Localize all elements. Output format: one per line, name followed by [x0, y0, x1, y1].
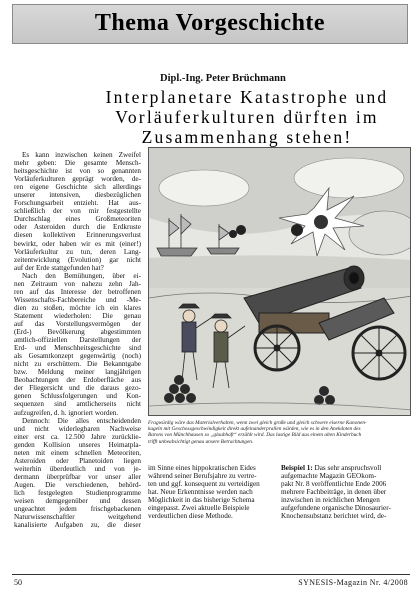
text-line: bzw. Meldung meiner langjährigen: [14, 368, 141, 377]
text-line: weiterhin überdeutlich und von je-: [14, 464, 141, 473]
text-line: heitsgeschichte ist von so genannten: [14, 167, 141, 176]
text-line: Beobachtungen der Erdoberfläche aus: [14, 376, 141, 385]
section-header: [12, 4, 408, 44]
text-line: Naturwissenschaftler weitgehend: [14, 513, 141, 522]
illustration-caption: [148, 420, 412, 445]
text-line: Dennoch: Die alles entscheidenden: [22, 416, 141, 425]
text-line: Durchschlag eines Großmeteoriten: [14, 215, 141, 224]
caption-line: kugeln mit Geschossgeschwindigkeit direkt aufeinanderprallen würden, wie es in den Anekdoten des: [148, 426, 361, 433]
text-line: [281, 464, 411, 472]
text-line: Nach den Bemühungen, über ei-: [22, 271, 141, 280]
text-line: eingepasst. Zwei aktuelle Beispiele: [148, 504, 250, 513]
example-label: Beispiel 1:: [281, 464, 313, 472]
text-line: Wissenschafts-Fachbereiche und -Me-: [14, 295, 141, 304]
text-line: ungeachtet jedem frischgebackenen: [14, 505, 141, 514]
text-line: mehr geben: Die gesamte Mensch-: [14, 159, 141, 168]
text-line: genden Kollision unseres Heimatpla-: [14, 440, 141, 449]
text-line: Möglichkeit in das bisherige Schema: [148, 496, 255, 505]
caption-line: Barons von Münchhausen so „glaubhaft“ erzählt wird. Das lustige Bild aus einem alten Kinderbuch: [148, 432, 362, 439]
headline-line: Interplanetare Katastrophe und: [105, 87, 389, 107]
text-line: genen Schlussfolgerungen und Kon-: [14, 392, 141, 401]
text-line: Erd- und Menschheitsgeschichte sind: [14, 344, 141, 353]
text-line: schließlich der von mir festgestellte: [14, 207, 141, 216]
text-line: kanalisierte Aufgaben zu, die dieser: [14, 521, 141, 530]
text-line: einer erst ca. 12.500 Jahre zurücklie-: [14, 432, 141, 441]
text-line: im Sinne eines hippokratischen Eides: [148, 464, 256, 472]
text-line: sequenzen sind amtlicherseits nicht: [14, 400, 141, 409]
caption-line: Fragwürdig wäre das Materialverhalten, wenn zwei gleich große und gleich schwere eiserne Kanonen-: [148, 420, 367, 426]
text-line: als Gesamtkonzept gegenwärtig (noch): [14, 352, 141, 361]
article-column-2: [148, 464, 276, 520]
text-line: unserer intensiven, diesbezüglichen: [14, 191, 141, 200]
text-line: auf das Vorstellungsvermögen der: [14, 319, 141, 328]
headline-line: Vorläuferkulturen dürften im: [115, 107, 379, 127]
article-column-1: [14, 151, 141, 529]
cannon-battle-illustration: [149, 148, 411, 416]
caption-line: trifft unbeabsichtigt genau unsere Betrachtungen.: [148, 438, 254, 445]
text-line: dien zu stoßen, möchte ich ein klares: [14, 303, 141, 312]
text-line: auf der Erde stattgefunden hat?: [14, 263, 104, 272]
text-line: (Erd-) Bevölkerung abgestimmten: [14, 328, 141, 337]
text-line: bewirkt, oder haben wir es mit (einer!): [14, 239, 141, 248]
footer-rule: [12, 574, 410, 575]
text-line: dermann überprüfbar vor unser aller: [14, 472, 141, 481]
text-line: diesen kollektiven Erinnerungsverlust: [14, 231, 141, 240]
text-line: Statement wiederholen: Die genau: [14, 311, 141, 320]
text-line: ren auf das Interesse der betroffenen: [14, 287, 141, 296]
magazine-issue: SYNESIS-Magazin Nr. 4/2008: [298, 578, 408, 587]
text-line: verdeutlichen diese Methode.: [148, 512, 233, 521]
text-line: ten und ggf. konsequent zu verteidigen: [148, 480, 260, 489]
text-line: während seiner Berufsjahre zu vertre-: [148, 472, 257, 481]
text-line: mehrere Fachbeiträge, in denen über: [281, 488, 387, 497]
text-line: amtlich-offiziellen Darstellungen der: [14, 336, 141, 345]
text-line: weisen demgegenüber und dessen: [14, 497, 141, 506]
text-line: aufzugreifen, d. h. ignoriert worden.: [14, 408, 119, 417]
text-line: Forschungsarbeit entzieht. Hat aus-: [14, 199, 141, 208]
article-column-3: [281, 464, 411, 520]
text-line: pakt Nr. 8 veröffentlichte Ende 2006: [281, 480, 387, 489]
headline-line: Zusammenhang stehen!: [141, 127, 353, 147]
text-line: zeitentwicklung (Evolution) gar nicht: [14, 255, 141, 264]
text-line: Vorläuferkulturen geprägt worden, de-: [14, 175, 141, 184]
text-line: aufgemachte Magazin GEOkom-: [281, 472, 377, 481]
text-line: und nicht widerlegbaren Nachweise: [14, 424, 141, 433]
article-headline: [84, 87, 410, 147]
text-line: nen Zeitraum von nahezu zehn Jah-: [14, 279, 141, 288]
author-name: Dipl.-Ing. Peter Brüchmann: [160, 73, 286, 84]
text-line: nicht zu erschüttern. Die Bekanntgabe: [14, 360, 141, 369]
text-line: Es kann inzwischen keinen Zweifel: [22, 151, 141, 159]
text-line: aufgefundene organische Dinosaurier-: [281, 504, 391, 513]
section-title: Thema Vorgeschichte: [94, 10, 326, 36]
text-line: Knochensubstanz berichtet wird, de-: [281, 512, 387, 521]
text-line: ren eigene Geschichte sich allerdings: [14, 183, 141, 192]
text-line: der Fliegersicht und die daraus gezo-: [14, 384, 141, 393]
page-number: 50: [14, 578, 22, 587]
text-line: neten mit einem schnellen Meteoriten,: [14, 448, 141, 457]
text-line: oder Asteroiden durch die Erdkruste: [14, 223, 141, 232]
text-line: lich festgelegten Studienprogramme: [14, 488, 141, 497]
text-line: Vorläuferkultur zu tun, deren Lang-: [14, 247, 141, 256]
text-fragment: Das sehr anspruchsvoll: [312, 464, 382, 472]
article-illustration: [148, 147, 411, 416]
text-line: inzwischen in reichlichen Mengen: [281, 496, 380, 505]
text-line: Asteroiden oder Planetoiden liegen: [14, 456, 141, 465]
text-line: Augen. Die verschiedenen, behörd-: [14, 480, 141, 489]
text-line: hat. Neue Erkenntnisse werden nach: [148, 488, 253, 497]
